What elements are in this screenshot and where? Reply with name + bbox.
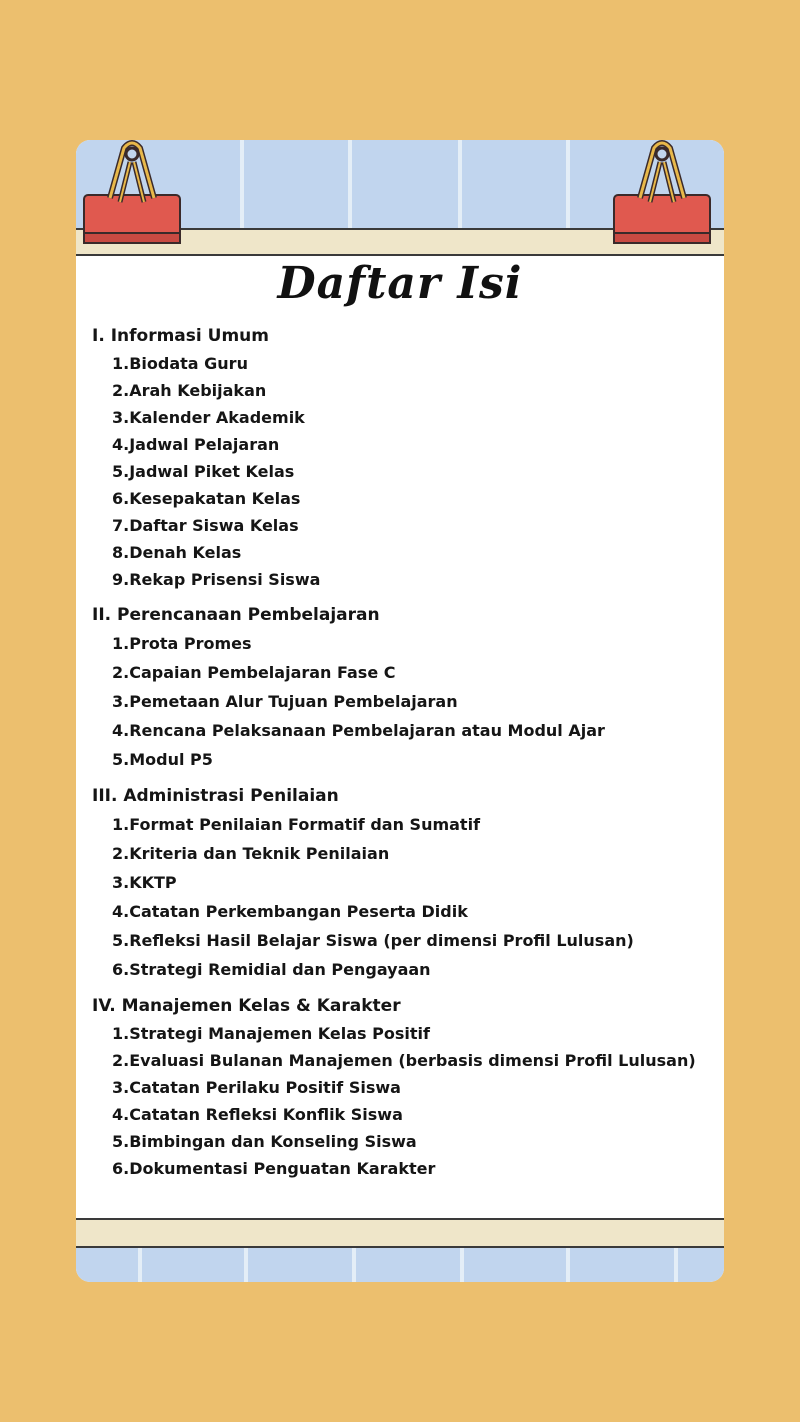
list-item: 3.Kalender Akademik	[112, 408, 305, 427]
toc-card	[76, 140, 724, 1282]
list-item: 5.Jadwal Piket Kelas	[112, 462, 295, 481]
list-item: 3.Catatan Perilaku Positif Siswa	[112, 1078, 401, 1097]
list-item: 5.Bimbingan dan Konseling Siswa	[112, 1132, 417, 1151]
band-stripe	[240, 140, 244, 228]
list-item: 6.Kesepakatan Kelas	[112, 489, 301, 508]
binder-clip-icon	[610, 140, 714, 250]
band-stripe	[458, 140, 462, 228]
list-item: 6.Strategi Remidial dan Pengayaan	[112, 960, 431, 979]
list-item: 4.Jadwal Pelajaran	[112, 435, 280, 454]
list-item: 4.Catatan Refleksi Konflik Siswa	[112, 1105, 403, 1124]
section-heading: IV. Manajemen Kelas & Karakter	[92, 996, 401, 1016]
section-heading: II. Perencanaan Pembelajaran	[92, 605, 380, 625]
list-item: 2.Arah Kebijakan	[112, 381, 267, 400]
band-stripe	[566, 1248, 570, 1282]
section-heading: III. Administrasi Penilaian	[92, 786, 339, 806]
list-item: 1.Biodata Guru	[112, 354, 248, 373]
band-stripe	[566, 140, 570, 228]
list-item: 5.Refleksi Hasil Belajar Siswa (per dimensi Profil Lulusan)	[112, 931, 634, 950]
list-item: 2.Capaian Pembelajaran Fase C	[112, 663, 396, 682]
band-stripe	[138, 1248, 142, 1282]
toc-section	[92, 322, 712, 593]
toc-section	[92, 782, 712, 984]
band-stripe	[244, 1248, 248, 1282]
band-stripe	[352, 1248, 356, 1282]
list-item: 5.Modul P5	[112, 750, 213, 769]
list-item: 1.Prota Promes	[112, 634, 252, 653]
section-heading: I. Informasi Umum	[92, 326, 269, 346]
list-item: 9.Rekap Prisensi Siswa	[112, 570, 321, 589]
band-stripe	[674, 1248, 678, 1282]
toc-section	[92, 992, 712, 1182]
band-stripe	[460, 1248, 464, 1282]
list-item: 8.Denah Kelas	[112, 543, 242, 562]
list-item: 4.Catatan Perkembangan Peserta Didik	[112, 902, 468, 921]
binder-clip-icon	[80, 140, 184, 250]
list-item: 1.Format Penilaian Formatif dan Sumatif	[112, 815, 481, 834]
list-item: 7.Daftar Siswa Kelas	[112, 516, 299, 535]
toc-section	[92, 601, 712, 774]
page-title: Daftar Isi	[277, 258, 523, 309]
list-item: 2.Evaluasi Bulanan Manajemen (berbasis dimensi Profil Lulusan)	[112, 1051, 696, 1070]
band-stripe	[348, 140, 352, 228]
list-item: 1.Strategi Manajemen Kelas Positif	[112, 1024, 430, 1043]
list-item: 2.Kriteria dan Teknik Penilaian	[112, 844, 390, 863]
bottom-band	[76, 1248, 724, 1282]
list-item: 3.Pemetaan Alur Tujuan Pembelajaran	[112, 692, 458, 711]
list-item: 6.Dokumentasi Penguatan Karakter	[112, 1159, 436, 1178]
table-of-contents	[92, 322, 712, 1182]
list-item: 3.KKTP	[112, 873, 177, 892]
bottom-ledge	[76, 1218, 724, 1248]
list-item: 4.Rencana Pelaksanaan Pembelajaran atau Modul Ajar	[112, 721, 605, 740]
